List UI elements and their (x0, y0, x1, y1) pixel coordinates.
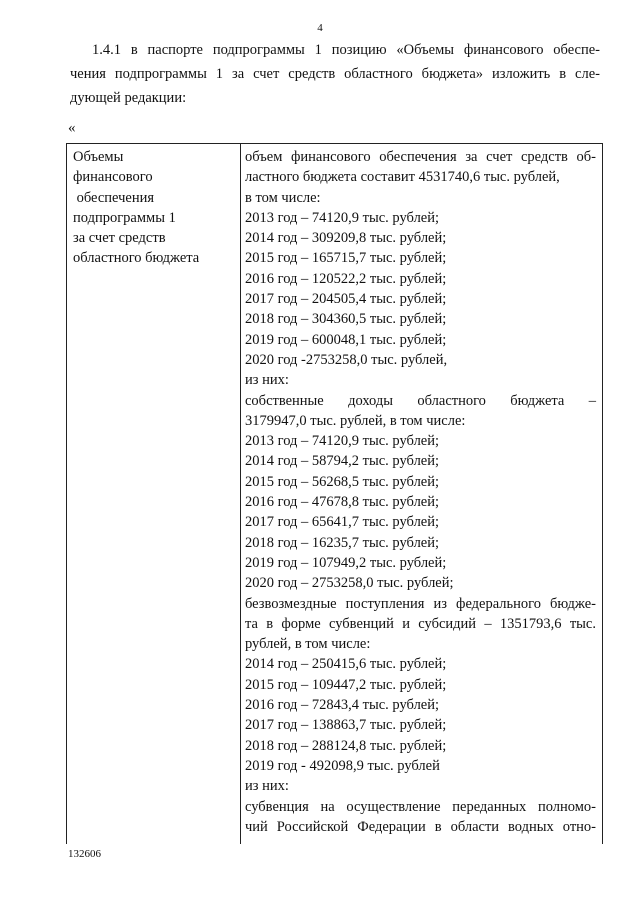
funding-line: 2020 год – 2753258,0 тыс. рублей; (245, 575, 454, 592)
funding-line: из них: (245, 778, 289, 795)
funding-line: рублей, в том числе: (245, 636, 371, 653)
funding-line: 3179947,0 тыс. рублей, в том числе: (245, 412, 466, 429)
left-cell-line: подпрограммы 1 (73, 209, 176, 226)
funding-line: 2018 год – 288124,8 тыс. рублей; (245, 737, 447, 754)
funding-line: объем финансового обеспечения за счет средств об- (245, 149, 596, 165)
funding-line: в том числе: (245, 189, 321, 206)
funding-line: 2019 год - 492098,9 тыс. рублей (245, 757, 440, 774)
funding-line: 2017 год – 65641,7 тыс. рублей; (245, 514, 440, 531)
funding-line: из них: (245, 372, 289, 389)
funding-line: 2013 год – 74120,9 тыс. рублей; (245, 209, 440, 226)
funding-line: 2015 год – 56268,5 тыс. рублей; (245, 473, 440, 490)
left-cell-line: за счет средств (73, 230, 166, 247)
funding-line: 2014 год – 250415,6 тыс. рублей; (245, 656, 447, 673)
funding-line: 2018 год – 304360,5 тыс. рублей; (245, 311, 447, 328)
intro-line: дующей редакции: (70, 90, 187, 106)
intro-paragraph (70, 38, 600, 110)
document-code: 132606 (68, 848, 101, 860)
funding-line: 2015 год – 109447,2 тыс. рублей; (245, 676, 447, 693)
funding-table (66, 143, 603, 844)
funding-line: 2014 год – 309209,8 тыс. рублей; (245, 230, 447, 247)
funding-line: 2016 год – 120522,2 тыс. рублей; (245, 270, 447, 287)
funding-line: 2017 год – 138863,7 тыс. рублей; (245, 717, 447, 734)
left-cell-line: областного бюджета (73, 250, 200, 267)
funding-line: 2013 год – 74120,9 тыс. рублей; (245, 433, 440, 450)
funding-line: субвенция на осуществление переданных полномо- (245, 798, 596, 815)
funding-line: 2016 год – 47678,8 тыс. рублей; (245, 494, 440, 511)
left-cell-line: обеспечения (73, 189, 155, 206)
funding-line: та в форме субвенций и субсидий – 1351793,6 тыс. (245, 615, 596, 632)
funding-line: 2020 год -2753258,0 тыс. рублей, (245, 351, 448, 368)
funding-volume-cell (245, 147, 596, 837)
funding-line: 2014 год – 58794,2 тыс. рублей; (245, 453, 440, 470)
left-cell-line: Объемы (73, 149, 124, 165)
opening-quote: « (68, 120, 76, 136)
funding-line: безвозмездные поступления из федерального бюдже- (245, 595, 596, 612)
funding-line: 2016 год – 72843,4 тыс. рублей; (245, 697, 440, 714)
funding-line: 2019 год – 107949,2 тыс. рублей; (245, 554, 447, 571)
intro-line: чения подпрограммы 1 за счет средств областного бюджета» изложить в сле- (70, 66, 600, 82)
position-name-cell (73, 147, 235, 269)
funding-line: чий Российской Федерации в области водных отно- (245, 818, 596, 835)
funding-line: собственные доходы областного бюджета – (245, 392, 596, 409)
funding-line: 2017 год – 204505,4 тыс. рублей; (245, 291, 447, 308)
funding-line: ластного бюджета составит 4531740,6 тыс. рублей, (245, 169, 560, 186)
funding-line: 2019 год – 600048,1 тыс. рублей; (245, 331, 447, 348)
funding-line: 2018 год – 16235,7 тыс. рублей; (245, 534, 440, 551)
left-cell-line: финансового (73, 169, 153, 186)
funding-line: 2015 год – 165715,7 тыс. рублей; (245, 250, 447, 267)
page-number: 4 (317, 22, 323, 34)
intro-line: 1.4.1 в паспорте подпрограммы 1 позицию «Объемы финансового обеспе- (92, 42, 600, 58)
column-divider (240, 144, 241, 844)
